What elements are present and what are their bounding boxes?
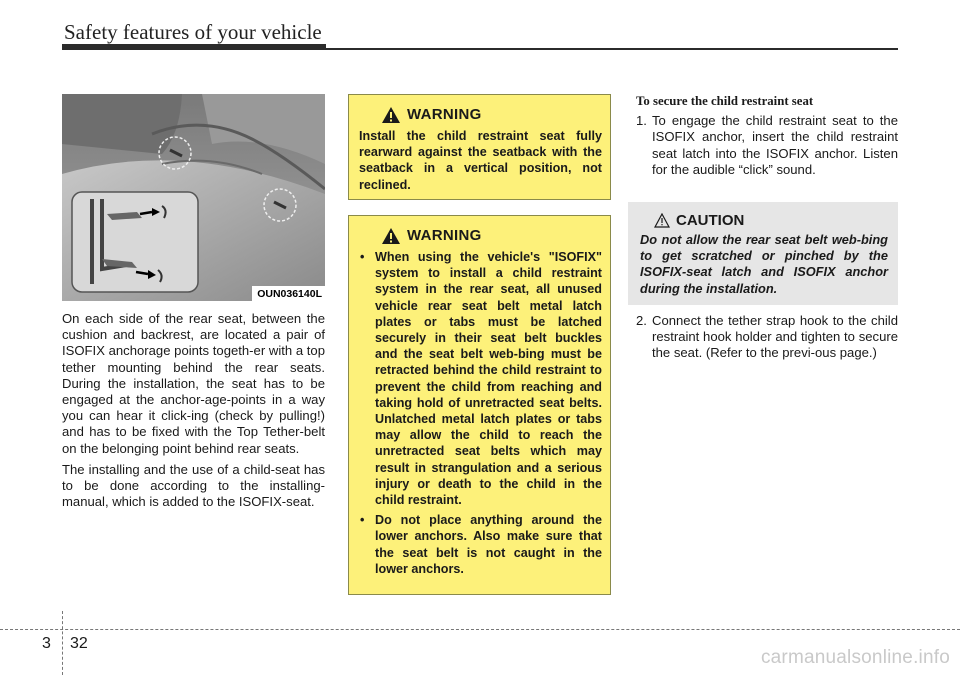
header-rule	[62, 48, 898, 50]
step-1	[636, 113, 898, 178]
warning-box-recline	[348, 94, 611, 200]
paragraph: The installing and the use of a child-seat has to be done according to the installing-manual, which is added to the ISOFIX-seat.	[62, 461, 325, 510]
section-heading: To secure the child restraint seat	[636, 94, 814, 108]
warning-bullet-list	[359, 249, 602, 577]
warning-body: Install the child restraint seat fully rearward against the seatback with the seatback in a vertical position, not reclined.	[359, 129, 602, 192]
caution-body: Do not allow the rear seat belt web-bing to get scratched or pinched by the ISOFIX-seat latch and ISOFIX anchor during the installation.	[640, 232, 888, 296]
bullet-icon: •	[360, 250, 365, 264]
left-column-text	[62, 311, 325, 515]
warning-bullet	[359, 249, 602, 508]
warning-header	[359, 227, 602, 245]
isofix-seat-photo	[62, 94, 325, 301]
step-number: 1.	[636, 113, 647, 129]
bullet-icon: •	[360, 513, 365, 528]
caution-title: CAUTION	[676, 212, 745, 229]
footer-divider	[62, 611, 63, 675]
chapter-number: 3	[42, 635, 51, 652]
page-header-title: Safety features of your vehicle	[64, 20, 322, 44]
page-number: 32	[70, 635, 88, 652]
step-2	[636, 313, 898, 362]
step-number: 2.	[636, 313, 647, 328]
step-text: Connect the tether strap hook to the child restraint hook holder and tighten to secure the seat. (Refer to the previ-ous page.)	[652, 313, 898, 361]
warning-title: WARNING	[407, 226, 482, 244]
warning-triangle-icon	[381, 227, 401, 245]
seat-illustration	[62, 94, 325, 301]
caution-header	[640, 212, 888, 229]
warning-title: WARNING	[407, 105, 482, 123]
warning-triangle-icon	[381, 106, 401, 124]
caution-triangle-icon	[654, 213, 670, 228]
right-column-text	[636, 93, 898, 178]
paragraph: On each side of the rear seat, between the cushion and backrest, are located a pair of ISOFIX anchorage points togeth-er with a top tether mounting behind the rear seats. During the installation, the seat has to be engaged at the anchor-age-points in a way you can hear it click-ing (check by pulling!) and has to be fixed with the Top Tether-belt on the belonging point behind rear seats.	[62, 311, 325, 456]
bullet-text: When using the vehicle's "ISOFIX" system to install a child restraint system in the rear seat, all unused vehicle rear seat belt metal latch plates or tabs must be latched securely in their seat belt buckles and the seat belt web-bing must be retracted behind the child restraint to prevent the child from reaching and taking hold of unretracted seat belts. Unlatched metal latch plates or tabs may allow the child to reach the unretracted seat belts which may result in strangulation and a serious injury or death to the child in the child restraint.	[375, 250, 602, 508]
warning-header	[359, 106, 602, 124]
step-text: To engage the child restraint seat to the ISOFIX anchor, insert the child restraint seat latch into the ISOFIX anchor. Listen for the audible “click” sound.	[652, 113, 898, 177]
warning-bullet	[359, 512, 602, 577]
watermark: carmanualsonline.info	[760, 647, 950, 668]
caution-box	[628, 202, 898, 305]
figure-code: OUN036140L	[252, 286, 325, 301]
warning-box-isofix	[348, 215, 611, 595]
bullet-text: Do not place anything around the lower anchors. Also make sure that the seat belt is not caught in the lower anchors.	[375, 513, 602, 576]
footer-rule	[0, 629, 960, 630]
